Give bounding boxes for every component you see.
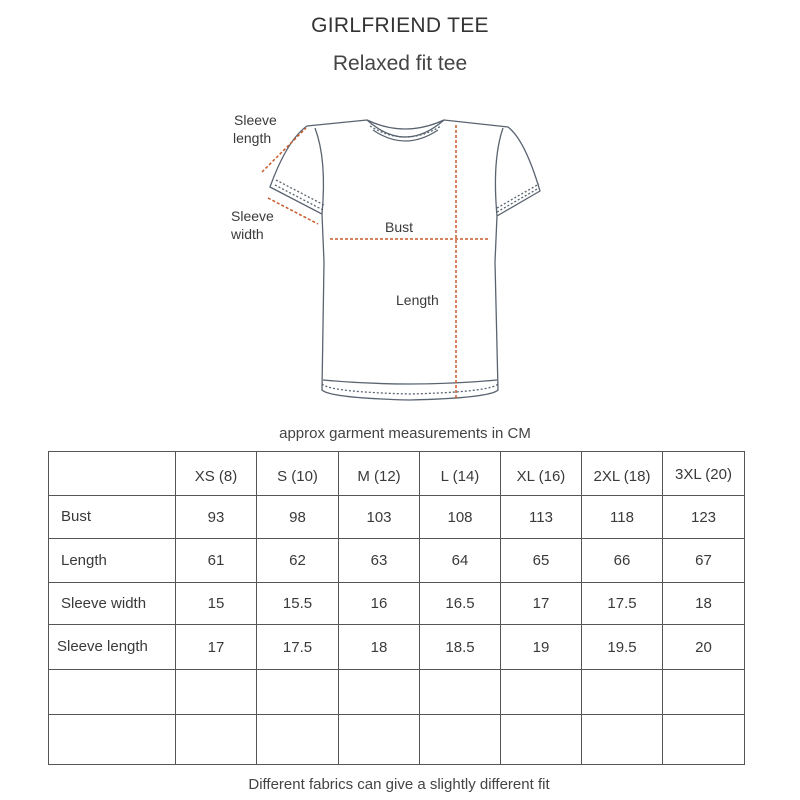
sleeve-width-label-1: Sleeve (231, 208, 274, 224)
table-row (49, 715, 745, 765)
table-cell: 123 (663, 496, 745, 539)
table-cell (176, 670, 257, 715)
table-cell: 64 (420, 539, 501, 583)
table-row (49, 670, 745, 715)
table-row (49, 583, 745, 625)
table-cell: 62 (257, 539, 339, 583)
size-header: S (10) (257, 452, 339, 496)
size-chart-table (48, 451, 745, 765)
size-header: XS (8) (176, 452, 257, 496)
table-cell (420, 715, 501, 765)
table-cell (501, 670, 582, 715)
table-cell: 61 (176, 539, 257, 583)
table-corner-cell (49, 452, 176, 496)
sleeve-length-label-1: Sleeve (234, 112, 277, 128)
table-cell: 16 (339, 583, 420, 625)
table-cell: 17 (176, 625, 257, 670)
table-header-row (49, 452, 745, 496)
table-cell: 98 (257, 496, 339, 539)
sleeve-width-label-2: width (231, 226, 264, 242)
table-cell: 15.5 (257, 583, 339, 625)
table-cell: 103 (339, 496, 420, 539)
tee-outline (270, 120, 540, 400)
table-row (49, 539, 745, 583)
sleeve-length-label-2: length (233, 130, 272, 146)
size-header: 2XL (18) (582, 452, 663, 496)
table-row (49, 625, 745, 670)
table-cell: 17.5 (257, 625, 339, 670)
table-cell (582, 715, 663, 765)
table-cell: 65 (501, 539, 582, 583)
table-cell (257, 715, 339, 765)
table-cell (339, 715, 420, 765)
table-cell (257, 670, 339, 715)
table-cell: 20 (663, 625, 745, 670)
table-row (49, 496, 745, 539)
size-header: M (12) (339, 452, 420, 496)
measurement-lines (262, 125, 488, 398)
table-cell: 18.5 (420, 625, 501, 670)
size-header: L (14) (420, 452, 501, 496)
table-cell: 18 (339, 625, 420, 670)
table-cell (420, 670, 501, 715)
table-cell (339, 670, 420, 715)
fit-note: Different fabrics can give a slightly different fit (248, 776, 550, 793)
row-label: Bust (49, 496, 176, 539)
row-label (49, 715, 176, 765)
table-cell (582, 670, 663, 715)
table-cell: 66 (582, 539, 663, 583)
table-cell: 19.5 (582, 625, 663, 670)
table-cell: 17 (501, 583, 582, 625)
table-cell: 19 (501, 625, 582, 670)
table-cell (176, 715, 257, 765)
length-label: Length (396, 292, 439, 308)
row-label: Sleeve length (49, 625, 176, 670)
table-cell: 108 (420, 496, 501, 539)
row-label (49, 670, 176, 715)
table-cell: 17.5 (582, 583, 663, 625)
row-label: Sleeve width (49, 583, 176, 625)
bust-label: Bust (385, 219, 414, 235)
table-cell: 113 (501, 496, 582, 539)
table-cell: 18 (663, 583, 745, 625)
table-cell (663, 715, 745, 765)
table-cell: 15 (176, 583, 257, 625)
table-cell: 67 (663, 539, 745, 583)
size-header: 3XL (20) (663, 452, 745, 496)
page-title: GIRLFRIEND TEE (311, 14, 489, 37)
table-cell (663, 670, 745, 715)
table-cell: 118 (582, 496, 663, 539)
row-label: Length (49, 539, 176, 583)
table-cell: 16.5 (420, 583, 501, 625)
table-cell: 93 (176, 496, 257, 539)
table-cell (501, 715, 582, 765)
sleeve-width-line (268, 198, 318, 224)
measurement-caption: approx garment measurements in CM (279, 425, 531, 442)
page-subtitle: Relaxed fit tee (332, 52, 468, 75)
size-header: XL (16) (501, 452, 582, 496)
table-cell: 63 (339, 539, 420, 583)
